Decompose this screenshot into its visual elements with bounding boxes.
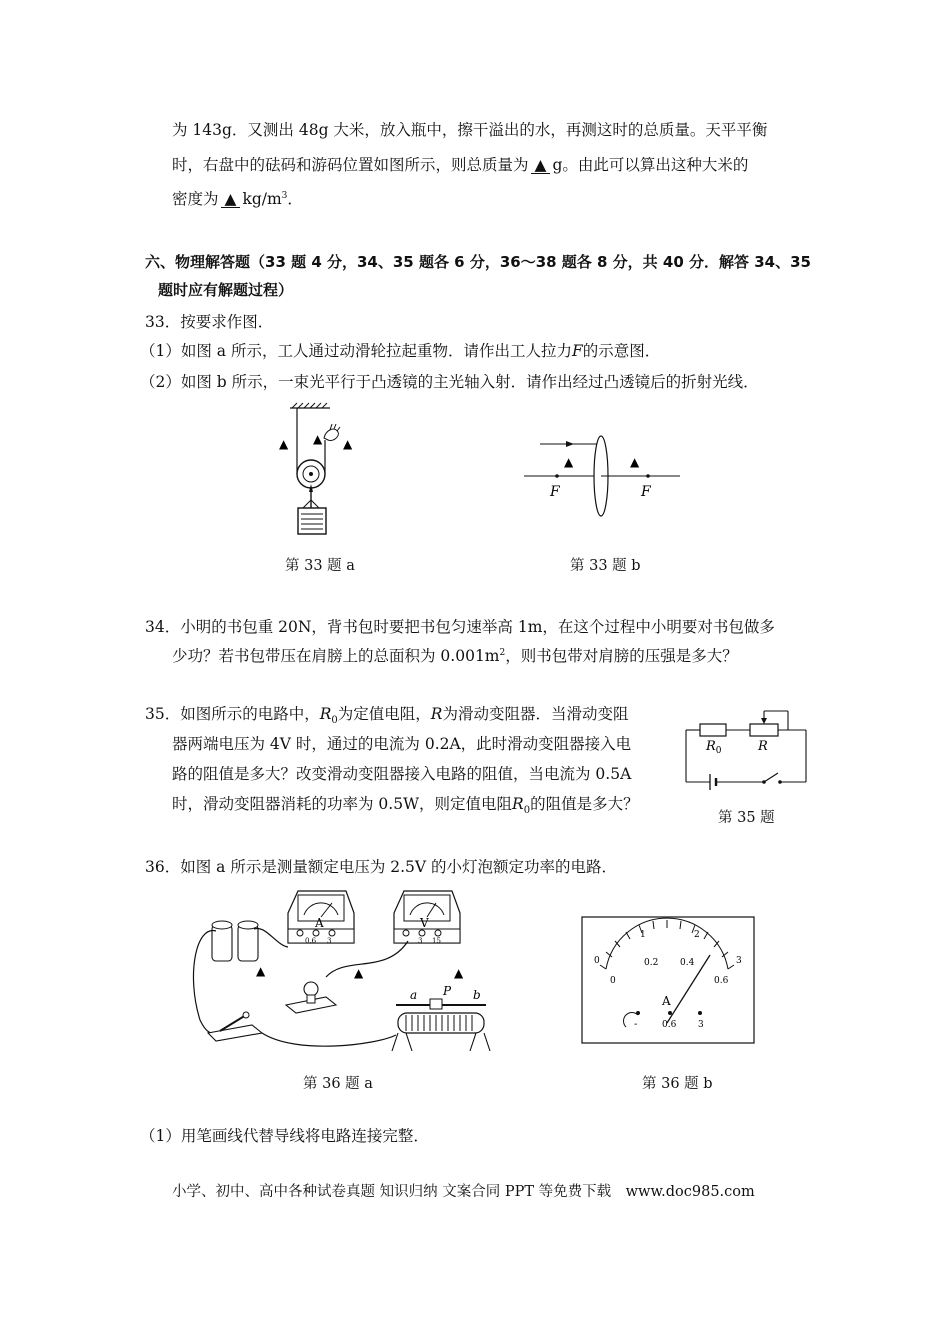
caption-33a: 第 33 题 a [285, 558, 355, 574]
q33-part-2: （2）如图 b 所示，一束光平行于凸透镜的主光轴入射．请作出经过凸透镜后的折射光线． [140, 373, 759, 391]
caption-35: 第 35 题 [718, 810, 775, 826]
svg-text:3: 3 [698, 1020, 704, 1030]
focus-point-right [646, 474, 650, 478]
weight-box [298, 508, 326, 534]
answer-mark: ▲ [354, 966, 364, 980]
answer-mark: ▲ [454, 966, 464, 980]
pulley-diagram [268, 400, 368, 550]
voltmeter [394, 891, 460, 945]
hand-icon [324, 429, 338, 440]
battery-pack [212, 921, 258, 961]
caption-36a: 第 36 题 a [303, 1076, 373, 1092]
svg-text:0: 0 [594, 956, 600, 966]
q32-line-1: 为 143g．又测出 48g 大米，放入瓶中，擦干溢出的水，再测这时的总质量。天平平衡 [172, 121, 768, 139]
q34-line-2: 少功？若书包带压在肩膀上的总面积为 $0.001m^2$，则书包带对肩膀的压强是多大？ [172, 647, 738, 665]
section-6-heading-cont: 题时应有解题过程） [158, 281, 294, 299]
answer-mark: ▲ [279, 437, 289, 451]
section-6-heading: 六、物理解答题（33 题 4 分，34、35 题各 6 分，36～38 题各 8 分，共 40 分．解答 34、35 [145, 253, 811, 271]
label-r0: $R_0$ [706, 739, 722, 756]
q35-line-2: 器两端电压为 4V 时，通过的电流为 0.2A，此时滑动变阻器接入电 [172, 735, 632, 753]
q35-line-3: 路的阻值是多大？改变滑动变阻器接入电路的阻值，当电流为 0.5A [172, 765, 632, 783]
focus-point-left [555, 474, 559, 478]
lens-diagram [520, 430, 690, 550]
svg-text:P: P [443, 984, 452, 998]
answer-blank-density[interactable]: ▲ [221, 191, 241, 208]
rheostat [392, 984, 490, 1051]
q36-sub-1: （1）用笔画线代替导线将电路连接完整． [140, 1127, 429, 1145]
focus-label-left: F [550, 484, 560, 500]
svg-text:0: 0 [610, 976, 616, 986]
answer-mark: ▲ [630, 455, 640, 469]
caption-36b: 第 36 题 b [642, 1076, 713, 1092]
ammeter-dial [580, 915, 760, 1045]
svg-text:0.6: 0.6 [305, 937, 317, 945]
answer-mark: ▲ [564, 455, 574, 469]
svg-text:2: 2 [694, 930, 700, 940]
caption-33b: 第 33 题 b [570, 558, 641, 574]
svg-text:3: 3 [736, 956, 742, 966]
switch [764, 773, 778, 782]
q33-title: 33．按要求作图． [145, 313, 274, 331]
q32-line-3: 密度为 ▲ $kg/m^3$． [172, 190, 303, 208]
q34-line-1: 34．小明的书包重 20N，背书包时要把书包匀速举高 1m，在这个过程中小明要对书包做多 [145, 618, 775, 636]
svg-text:0.2: 0.2 [644, 958, 659, 968]
focus-label-right: F [641, 484, 651, 500]
experiment-circuit [186, 885, 506, 1065]
svg-text:3: 3 [418, 937, 423, 945]
q35-line-1: 35．如图所示的电路中，$R_0$为定值电阻，R为滑动变阻器．当滑动变阻 [145, 705, 629, 727]
answer-mark: ▲ [256, 964, 266, 978]
answer-mark: ▲ [313, 432, 323, 446]
knife-switch [208, 1012, 262, 1041]
svg-text:A: A [315, 916, 324, 930]
rheostat-r [750, 724, 778, 736]
q32-line-2: 时，右盘中的砝码和游码位置如图所示，则总质量为 ▲ g。由此可以算出这种大米的 [172, 156, 749, 174]
svg-text:b: b [473, 988, 481, 1002]
svg-text:-: - [634, 1019, 638, 1030]
page-footer: 小学、初中、高中各种试卷真题 知识归纳 文案合同 PPT 等免费下载 www.doc985.com [172, 1184, 755, 1200]
svg-text:0.6: 0.6 [662, 1020, 677, 1030]
svg-text:0.6: 0.6 [714, 976, 729, 986]
light-bulb [286, 982, 336, 1013]
answer-blank-mass[interactable]: ▲ [531, 157, 551, 174]
answer-mark: ▲ [343, 437, 353, 451]
svg-text:V: V [420, 916, 429, 930]
svg-text:A: A [662, 994, 671, 1008]
svg-text:15: 15 [432, 937, 441, 945]
svg-text:a: a [410, 988, 418, 1002]
label-r: R [758, 739, 768, 754]
ammeter [288, 891, 354, 945]
q35-line-4: 时，滑动变阻器消耗的功率为 0.5W，则定值电阻$R_0$的阻值是多大？ [172, 795, 639, 817]
svg-text:1: 1 [640, 930, 646, 940]
q33-part-1: （1）如图 a 所示，工人通过动滑轮拉起重物．请作出工人拉力F的示意图． [140, 342, 661, 360]
q36-line-1: 36．如图 a 所示是测量额定电压为 2.5V 的小灯泡额定功率的电路． [145, 858, 618, 876]
svg-text:3: 3 [327, 937, 332, 945]
circuit-diagram [682, 706, 812, 796]
resistor-r0 [700, 724, 726, 736]
svg-text:0.4: 0.4 [680, 958, 695, 968]
ceiling-hatch [292, 403, 327, 408]
